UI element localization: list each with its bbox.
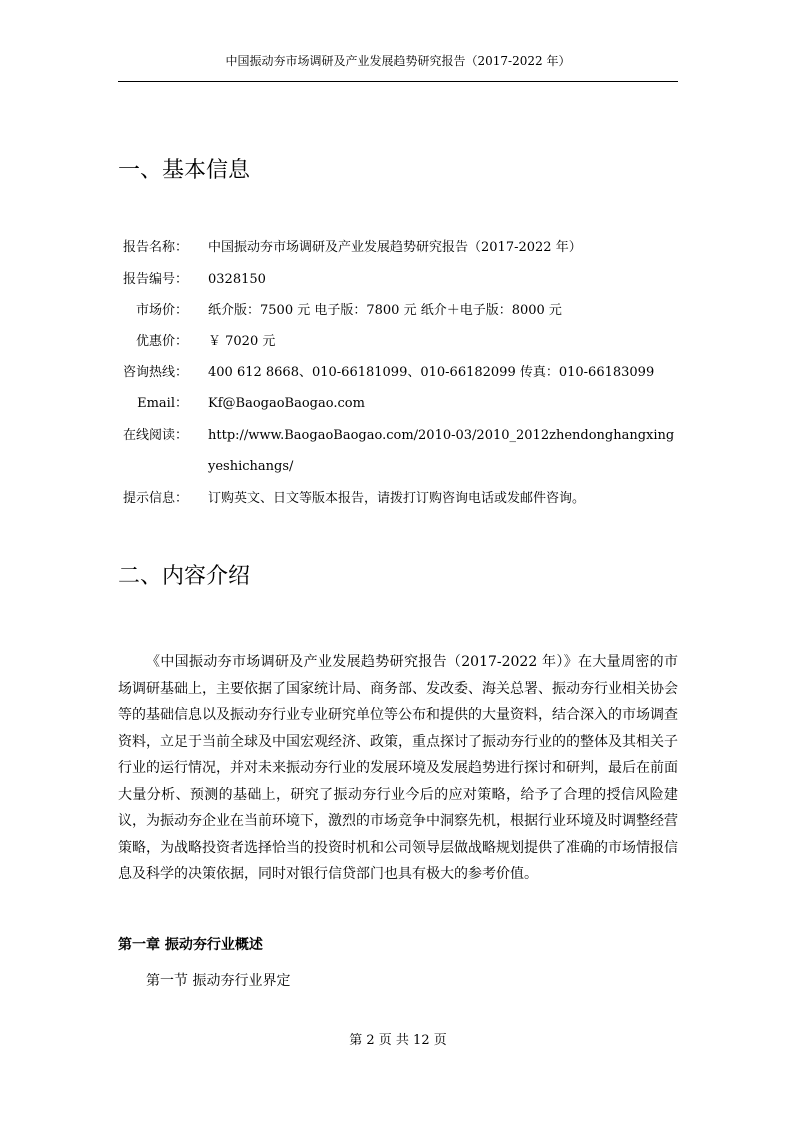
hotline-value: 400 612 8668、010-66181099、010-66182099 传真：010-66183099 xyxy=(208,365,655,380)
market-price-value: 纸介版：7500 元 电子版：7800 元 纸介＋电子版：8000 元 xyxy=(208,303,562,318)
discount-price-value: ￥ 7020 元 xyxy=(208,334,276,349)
email-link[interactable]: Kf@BaogaoBaogao.com xyxy=(208,396,365,411)
section-heading: 第一节 振动夯行业界定 xyxy=(146,973,291,989)
section-title-content-intro: 二、内容介绍 xyxy=(118,564,251,589)
tip-value: 订购英文、日文等版本报告，请拨打订购咨询电话或发邮件咨询。 xyxy=(208,491,586,506)
report-name-value: 中国振动夯市场调研及产业发展趋势研究报告（2017-2022 年） xyxy=(208,240,582,255)
header-divider xyxy=(118,81,678,82)
online-reading-label: 在线阅读： xyxy=(122,428,188,443)
page-footer: 第 2 页 共 12 页 xyxy=(349,1033,447,1048)
chapter-heading: 第一章 振动夯行业概述 xyxy=(118,937,263,953)
tip-label: 提示信息： xyxy=(122,491,188,506)
page-header: 中国振动夯市场调研及产业发展趋势研究报告（2017-2022 年） xyxy=(225,54,571,68)
intro-paragraph: 《中国振动夯市场调研及产业发展趋势研究报告（2017-2022 年）》在大量周密的市场调研基础上，主要依据了国家统计局、商务部、发改委、海关总署、振动夯行业相关协会等的基础信息以及振动夯行业专业研究单位等公布和提供的大量资料，结合深入的市场调查资料，立足于当前全球及中国宏观经济、政策，重点探讨了振动夯行业的的整体及其相关子行业的运行情况，并对未来振动夯行业的发展环境及发展趋势进行探讨和研判，最后在前面大量分析、预测的基础上，研究了振动夯行业今后的应对策略，给予了合理的授信风险建议，为振动夯企业在当前环境下，激烈的市场竞争中洞察先机，根据行业环境及时调整经营策略，为战略投资者选择恰当的投资时机和公司领导层做战略规划提供了准确的市场情报信息及科学的决策依据，同时对银行信贷部门也具有极大的参考价值。 xyxy=(118,654,678,882)
email-label: Email： xyxy=(137,396,188,411)
report-code-value: 0328150 xyxy=(208,272,266,287)
market-price-label: 市场价： xyxy=(135,303,188,318)
hotline-label: 咨询热线： xyxy=(122,365,188,380)
report-code-label: 报告编号： xyxy=(122,272,188,287)
report-name-label: 报告名称： xyxy=(122,240,188,255)
discount-price-label: 优惠价： xyxy=(135,334,188,349)
online-reading-link[interactable]: http://www.BaogaoBaogao.com/2010-03/2010_2012zhendonghangxingyeshichangs/ xyxy=(208,428,675,474)
section-title-basic-info: 一、基本信息 xyxy=(118,158,251,183)
